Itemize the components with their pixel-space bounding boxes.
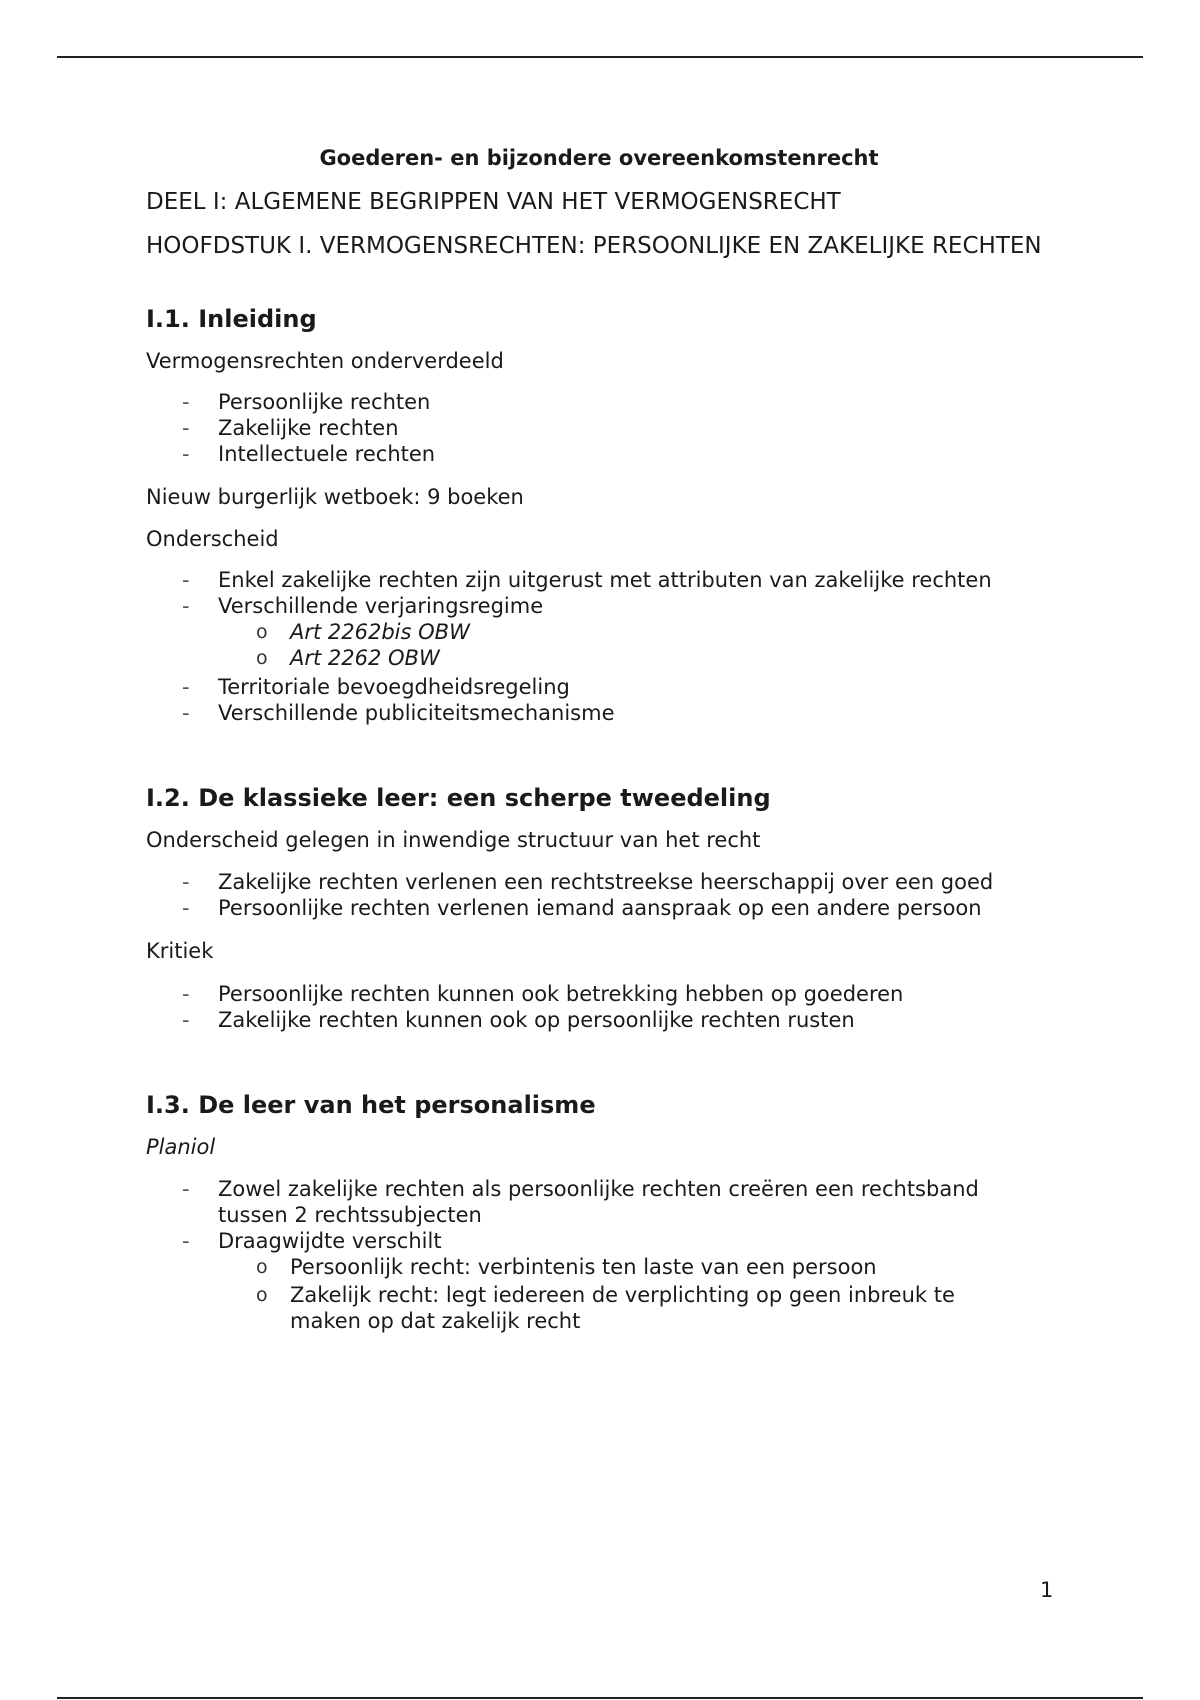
dash-bullet: -	[182, 416, 190, 440]
dash-bullet: -	[182, 896, 190, 920]
footer-rule	[57, 1697, 1143, 1699]
part-heading: DEEL I: ALGEMENE BEGRIPPEN VAN HET VERMOGENSRECHT	[146, 189, 841, 215]
paragraph: Nieuw burgerlijk wetboek: 9 boeken	[146, 485, 524, 509]
page-number: 1	[1040, 1578, 1054, 1602]
dash-bullet: -	[182, 675, 190, 699]
dash-bullet: -	[182, 870, 190, 894]
header-rule	[57, 56, 1143, 58]
document-title: Goederen- en bijzondere overeenkomstenrecht	[319, 146, 879, 170]
dash-bullet: -	[182, 568, 190, 592]
chapter-heading: HOOFDSTUK I. VERMOGENSRECHTEN: PERSOONLIJKE EN ZAKELIJKE RECHTEN	[146, 233, 1042, 259]
dash-bullet: -	[182, 1008, 190, 1032]
paragraph: Vermogensrechten onderverdeeld	[146, 349, 504, 373]
dash-bullet: -	[182, 442, 190, 466]
paragraph: Kritiek	[146, 939, 214, 963]
paragraph: Onderscheid	[146, 527, 279, 551]
paragraph: Onderscheid gelegen in inwendige structuur van het recht	[146, 828, 761, 852]
section-heading-3: I.3. De leer van het personalisme	[146, 1091, 596, 1119]
circle-bullet: o	[256, 647, 268, 669]
section-heading-2: I.2. De klassieke leer: een scherpe tweedeling	[146, 784, 771, 812]
circle-bullet: o	[256, 1284, 268, 1306]
circle-bullet: o	[256, 621, 268, 643]
dash-bullet: -	[182, 390, 190, 414]
section-heading-1: I.1. Inleiding	[146, 305, 317, 333]
dash-bullet: -	[182, 1177, 190, 1201]
dash-bullet: -	[182, 701, 190, 725]
dash-bullet: -	[182, 982, 190, 1006]
dash-bullet: -	[182, 1229, 190, 1253]
dash-bullet: -	[182, 594, 190, 618]
circle-bullet: o	[256, 1256, 268, 1278]
paragraph: Planiol	[146, 1135, 216, 1159]
